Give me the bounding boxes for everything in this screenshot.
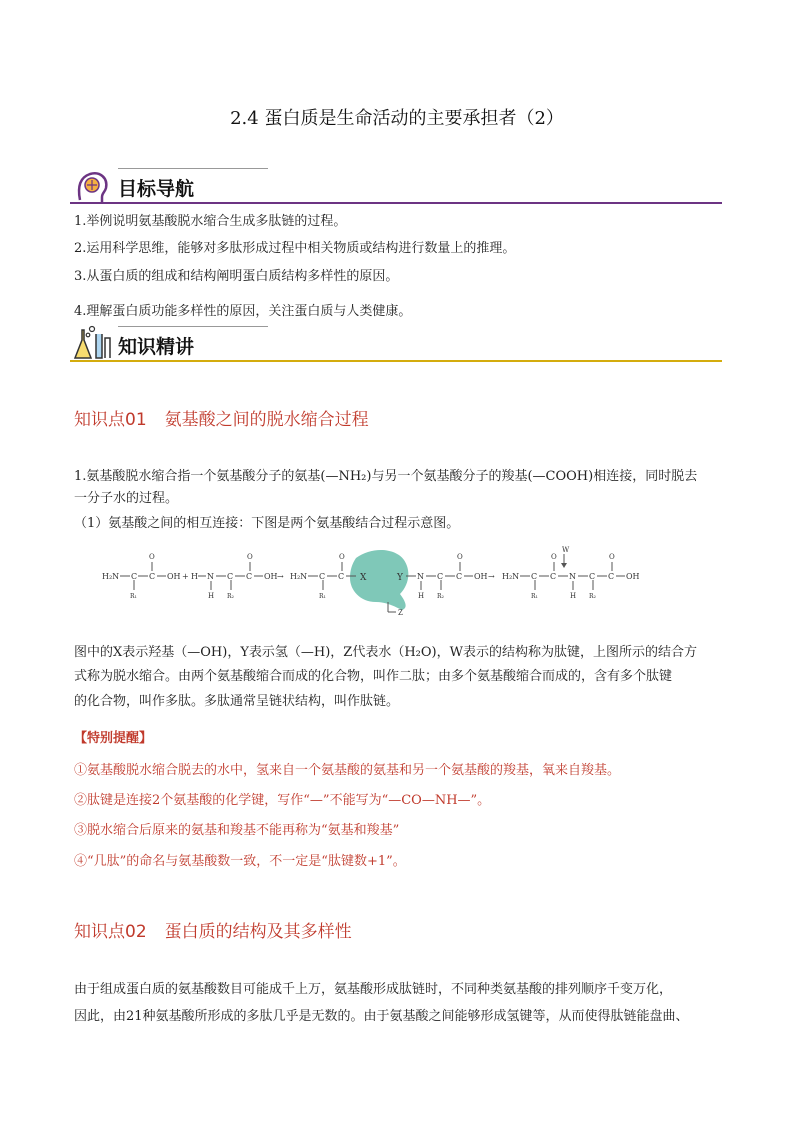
diagram-carbon: C — [227, 572, 234, 581]
tip-heading: 【特别提醒】 — [74, 731, 153, 746]
diagram-plus: + — [182, 572, 189, 581]
tip-item: ①氨基酸脱水缩合脱去的水中，氢来自一个氨基酸的氨基和另一个氨基酸的羧基，氧来自羧基。 — [74, 763, 621, 778]
diagram-oh: OH — [264, 572, 278, 581]
goal-item: 3.从蛋白质的组成和结构阐明蛋白质结构多样性的原因。 — [74, 269, 399, 284]
diagram-arrow: → — [277, 572, 284, 581]
section-rule-top — [118, 326, 268, 327]
knowledge-point-title: 氨基酸之间的脱水缩合过程 — [164, 410, 369, 430]
diagram-oxygen: O — [339, 553, 345, 561]
diagram-h2n: H₂N — [502, 572, 520, 581]
goal-item: 4.理解蛋白质功能多样性的原因，关注蛋白质与人类健康。 — [74, 304, 412, 319]
dehydration-condensation-diagram — [100, 546, 660, 618]
diagram-oxygen: O — [457, 553, 463, 561]
paragraph-line: 因此，由21种氨基酸所形成的多肽几乎是无数的。由于氨基酸之间能够形成氢键等，从而使得肽链能盘曲、 — [74, 1009, 689, 1024]
section-header-goals — [70, 166, 722, 206]
diagram-carbon: C — [589, 572, 596, 581]
diagram-oxygen: O — [609, 553, 615, 561]
diagram-oh: OH — [167, 572, 181, 581]
diagram-r2: R₂ — [437, 593, 444, 600]
diagram-carbon: C — [338, 572, 345, 581]
paragraph-line: （1）氨基酸之间的相互连接：下图是两个氨基酸结合过程示意图。 — [74, 516, 460, 531]
diagram-h2n: H₂N — [290, 572, 308, 581]
diagram-nitrogen: N — [569, 572, 576, 581]
diagram-r2: R₂ — [589, 593, 596, 600]
diagram-arrow: → — [488, 572, 495, 581]
knowledge-point-2-heading — [74, 917, 352, 942]
knowledge-point-title: 蛋白质的结构及其多样性 — [164, 922, 352, 942]
diagram-carbon: C — [608, 572, 615, 581]
diagram-carbon: C — [246, 572, 253, 581]
knowledge-point-1-heading — [74, 405, 369, 430]
diagram-h2n: H₂N — [102, 572, 120, 581]
diagram-r1: R₁ — [319, 593, 326, 600]
diagram-y-label: Y — [397, 573, 403, 583]
diagram-carbon: C — [456, 572, 463, 581]
diagram-oh: OH — [474, 572, 488, 581]
brain-head-icon — [72, 166, 112, 206]
paragraph-line: 由于组成蛋白质的氨基酸数目可能成千上万，氨基酸形成肽链时，不同种类氨基酸的排列顺序千变万化， — [74, 982, 673, 997]
diagram-h: H — [418, 592, 425, 600]
paragraph-line: 式称为脱水缩合。由两个氨基酸缩合而成的化合物，叫作二肽；由多个氨基酸缩合而成的，含有多个肽键 — [74, 669, 673, 684]
tip-item: ③脱水缩合后原来的氨基和羧基不能再称为“氨基和羧基” — [74, 823, 400, 838]
tip-item: ④“几肽”的命名与氨基酸数一致，不一定是“肽键数+1”。 — [74, 854, 406, 869]
diagram-carbon: C — [531, 572, 538, 581]
section-rule-top — [118, 168, 268, 169]
tip-item: ②肽键是连接2个氨基酸的化学键，写作“—”不能写为“—CO—NH—”。 — [74, 793, 491, 808]
section-title-goals: 目标导航 — [118, 178, 195, 200]
diagram-carbon: C — [131, 572, 138, 581]
paragraph-line: 一分子水的过程。 — [74, 491, 179, 506]
diagram-oxygen: O — [551, 553, 557, 561]
diagram-oh: OH — [626, 572, 640, 581]
diagram-oxygen: O — [247, 553, 253, 561]
diagram-carbon: C — [319, 572, 326, 581]
section-rule-goals — [70, 202, 722, 204]
section-title-knowledge: 知识精讲 — [118, 336, 195, 358]
diagram-r1: R₁ — [531, 593, 538, 600]
goal-item: 2.运用科学思维，能够对多肽形成过程中相关物质或结构进行数量上的推理。 — [74, 241, 516, 256]
knowledge-point-number: 知识点01 — [74, 410, 147, 430]
lab-flask-icon — [72, 324, 112, 364]
paragraph-line: 1.氨基酸脱水缩合指一个氨基酸分子的氨基(—NH₂)与另一个氨基酸分子的羧基(—COOH)相连接，同时脱去 — [74, 469, 698, 484]
paragraph-line: 图中的X表示羟基（—OH)，Y表示氢（—H)，Z代表水（H₂O)，W表示的结构称为肽键，上图所示的结合方 — [74, 645, 697, 660]
diagram-nitrogen: N — [417, 572, 424, 581]
section-header-knowledge — [70, 324, 722, 364]
diagram-w-label: W — [562, 546, 570, 554]
diagram-x-label: X — [360, 573, 367, 583]
paragraph-line: 的化合物，叫作多肽。多肽通常呈链状结构，叫作肽链。 — [74, 694, 400, 709]
page-title: 2.4 蛋白质是生命活动的主要承担者（2） — [230, 108, 564, 129]
diagram-z-label: Z — [398, 609, 403, 617]
section-rule-knowledge — [70, 360, 722, 362]
diagram-carbon: C — [149, 572, 156, 581]
diagram-h: H — [191, 572, 198, 581]
diagram-h: H — [208, 592, 215, 600]
peptide-bond-arrow-icon — [561, 563, 567, 568]
diagram-carbon: C — [550, 572, 557, 581]
diagram-carbon: C — [437, 572, 444, 581]
diagram-nitrogen: N — [207, 572, 214, 581]
knowledge-point-number: 知识点02 — [74, 922, 147, 942]
goal-item: 1.举例说明氨基酸脱水缩合生成多肽链的过程。 — [74, 214, 347, 229]
diagram-h: H — [570, 592, 577, 600]
diagram-r1: R₁ — [130, 593, 137, 600]
diagram-oxygen: O — [149, 553, 155, 561]
diagram-r2: R₂ — [227, 593, 234, 600]
